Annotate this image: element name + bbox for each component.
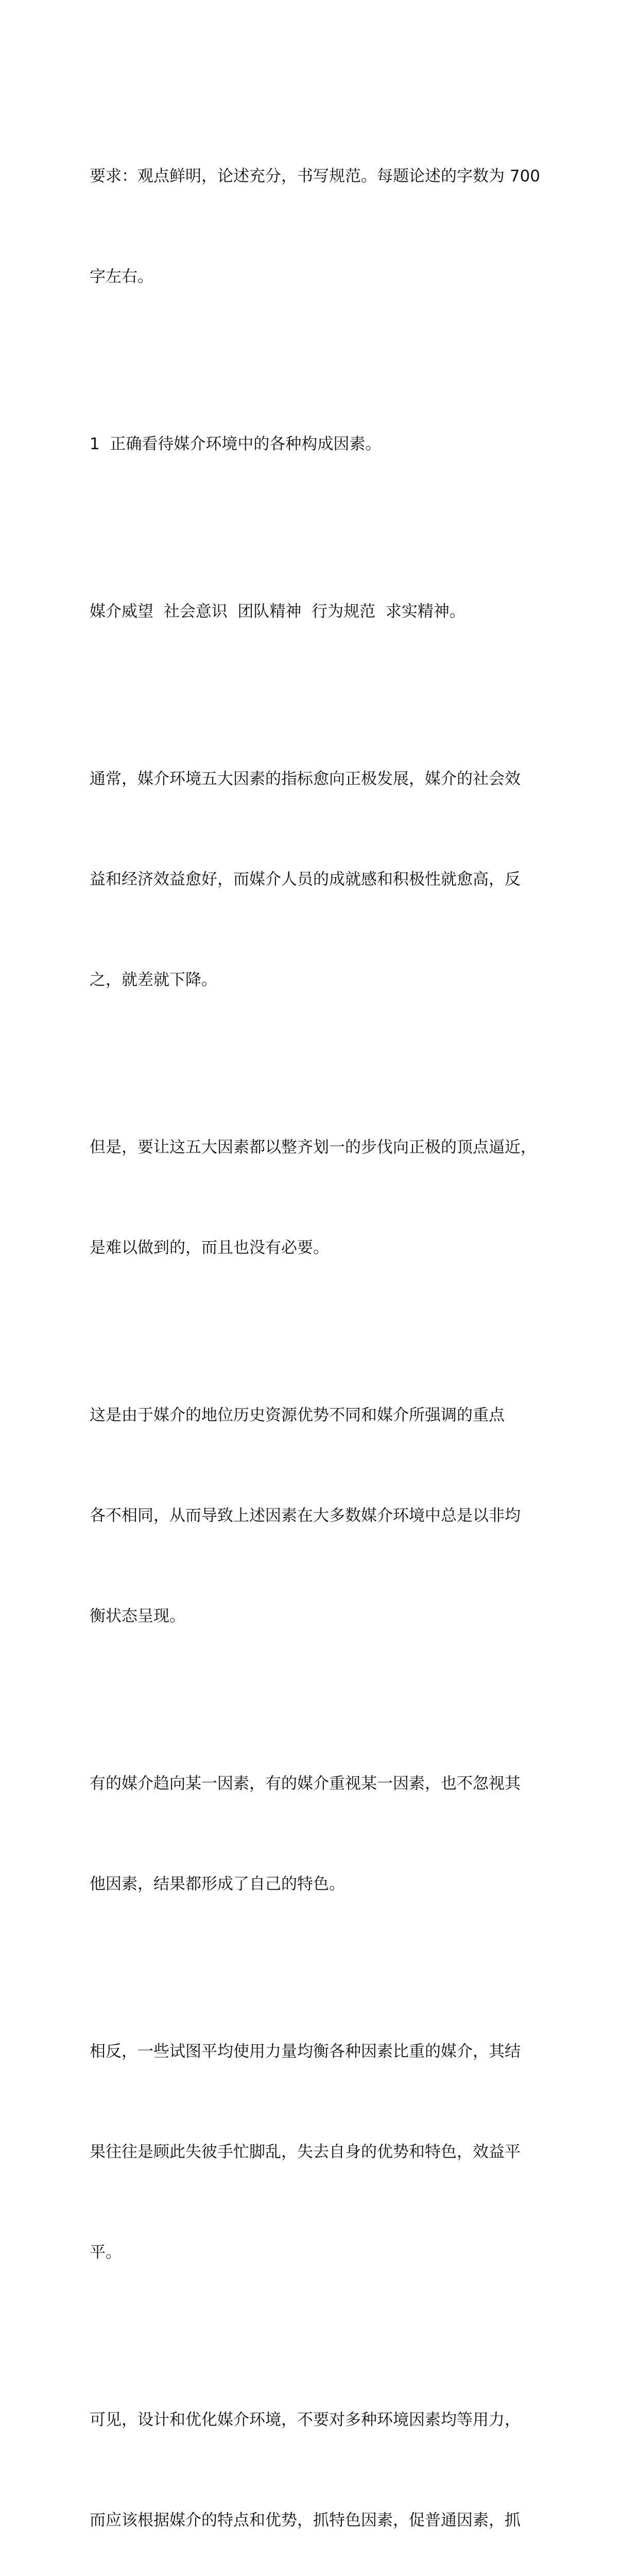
text-line: 这是由于媒介的地位历史资源优势不同和媒介所强调的重点 <box>90 1406 505 1425</box>
text-line: 各不相同，从而导致上述因素在大多数媒介环境中总是以非均 <box>90 1506 521 1525</box>
text-line: 要求：观点鲜明，论述充分，书写规范。每题论述的字数为 700 <box>90 167 541 185</box>
text-line: 益和经济效益愈好，而媒介人员的成就感和积极性就愈高，反 <box>90 870 521 889</box>
text-line: 他因素，结果都形成了自己的特色。 <box>90 1875 345 1893</box>
document-body <box>90 93 563 2576</box>
body-paragraph <box>90 1700 563 1968</box>
requirements-paragraph <box>90 93 563 361</box>
body-paragraph <box>90 2336 563 2576</box>
text-line: 是难以做到的，而且也没有必要。 <box>90 1239 329 1257</box>
text-line: 通常，媒介环境五大因素的指标愈向正极发展，媒介的社会效 <box>90 770 521 788</box>
text-line: 之，就差就下降。 <box>90 971 217 989</box>
factor-list <box>90 528 563 696</box>
text-line: 字左右。 <box>90 267 153 286</box>
question-heading <box>90 361 563 528</box>
text-line: 有的媒介趋向某一因素，有的媒介重视某一因素，也不忽视其 <box>90 1774 521 1793</box>
body-paragraph <box>90 1968 563 2336</box>
text-line: 相反，一些试图平均使用力量均衡各种因素比重的媒介，其结 <box>90 2042 521 2061</box>
text-line: 衡状态呈现。 <box>90 1607 185 1625</box>
text-line: 1 正确看待媒介环境中的各种构成因素。 <box>90 435 382 453</box>
text-line: 但是，要让这五大因素都以整齐划一的步伐向正极的顶点逼近， <box>90 1138 537 1157</box>
body-paragraph <box>90 1064 563 1332</box>
text-line: 果往往是顾此失彼手忙脚乱，失去自身的优势和特色，效益平 <box>90 2143 521 2161</box>
body-paragraph <box>90 1332 563 1700</box>
body-paragraph <box>90 696 563 1064</box>
text-line: 可见，设计和优化媒介环境，不要对多种环境因素均等用力， <box>90 2411 521 2429</box>
text-line: 媒介威望 社会意识 团队精神 行为规范 求实精神。 <box>90 602 465 621</box>
text-line: 而应该根据媒介的特点和优势，抓特色因素，促普通因素，抓 <box>90 2511 521 2530</box>
text-line: 平。 <box>90 2243 122 2262</box>
